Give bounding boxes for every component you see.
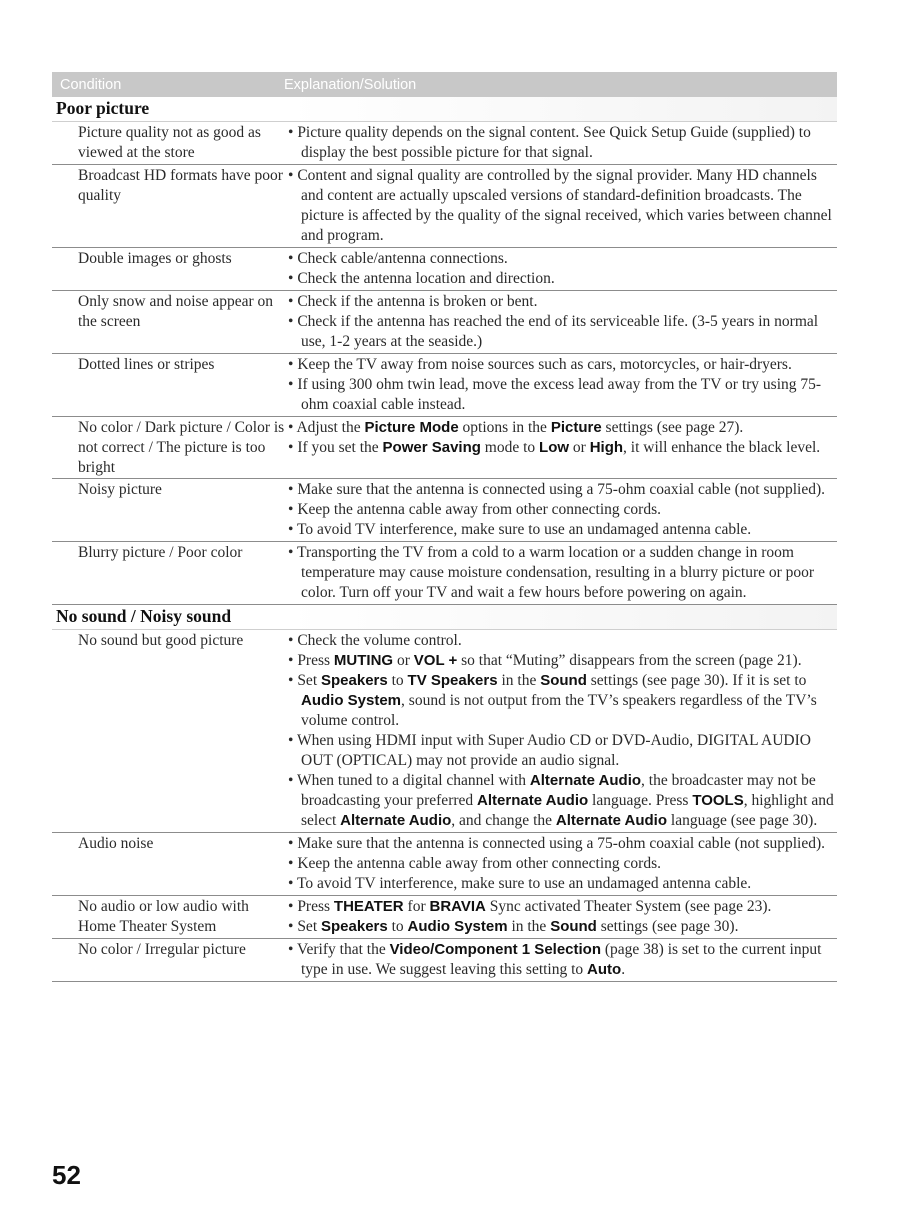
setting-name: Sound <box>540 672 587 689</box>
solution-text: To avoid TV interference, make sure to use an undamaged antenna cable. <box>297 875 752 892</box>
setting-name: Power Saving <box>382 439 481 456</box>
solution-bullet: • Transporting the TV from a cold to a warm location or a sudden change in room temperature may cause moisture condensation, resulting in a blurry picture or poor color. Turn off your TV and wait a few hours before powering on again. <box>288 544 815 601</box>
table-row <box>52 122 837 165</box>
table-row <box>52 542 837 605</box>
solution-text: options in the <box>458 419 551 436</box>
table-row <box>52 165 837 248</box>
table-row <box>52 291 837 354</box>
solution-cell <box>288 896 837 938</box>
setting-name: Audio System <box>301 692 402 709</box>
condition-cell: Dotted lines or stripes <box>78 356 215 373</box>
solution-text: Check if the antenna has reached the end of its serviceable life. (3-5 years in normal use, 1-2 years at the seaside.) <box>297 313 819 350</box>
setting-name: Alternate Audio <box>529 772 642 789</box>
solution-bullet: • Check if the antenna is broken or bent. <box>288 293 538 310</box>
setting-name: Alternate Audio <box>340 812 452 829</box>
setting-name: Alternate Audio <box>555 812 668 829</box>
solution-text: or <box>393 652 414 669</box>
table-row <box>52 479 837 542</box>
solution-text: or <box>569 439 590 456</box>
table-row <box>52 417 837 479</box>
solution-text: Keep the antenna cable away from other connecting cords. <box>297 501 661 518</box>
header-condition: Condition <box>60 76 122 93</box>
solution-cell <box>288 248 837 290</box>
solution-text: in the <box>497 672 541 689</box>
condition-cell: No color / Dark picture / Color is not correct / The picture is too bright <box>78 419 285 476</box>
setting-name: Auto <box>587 961 622 978</box>
setting-name: Low <box>539 439 570 456</box>
solution-text: Content and signal quality are controlled by the signal provider. Many HD channels and content are actually upscaled versions of standard-definition broadcasts. The picture is affected by the quality of the signal received, which varies between channel and program. <box>297 167 832 244</box>
setting-name: Sound <box>550 918 597 935</box>
solution-bullet: • Keep the antenna cable away from other connecting cords. <box>288 501 661 518</box>
solution-text: When tuned to a digital channel with <box>297 772 530 789</box>
solution-text: Set <box>297 672 321 689</box>
solution-text: Verify that the <box>297 941 390 958</box>
solution-bullet: • Adjust the Picture Mode options in the Picture settings (see page 27). <box>288 419 744 436</box>
solution-bullet: • If you set the Power Saving mode to Low or High, it will enhance the black level. <box>288 439 821 456</box>
solution-text: , and change the <box>451 812 556 829</box>
solution-text: Check the volume control. <box>297 632 462 649</box>
solution-text: If using 300 ohm twin lead, move the excess lead away from the TV or try using 75-ohm coaxial cable instead. <box>297 376 822 413</box>
solution-text: Transporting the TV from a cold to a warm location or a sudden change in room temperature may cause moisture condensation, resulting in a blurry picture or poor color. Turn off your TV and wait a few hours before powering on again. <box>297 544 815 601</box>
solution-bullet: • Set Speakers to TV Speakers in the Sound settings (see page 30). If it is set to Audio System, sound is not output from the TV’s speakers regardless of the TV’s volume control. <box>288 672 817 729</box>
solution-bullet: • Verify that the Video/Component 1 Selection (page 38) is set to the current input type in use. We suggest leaving this setting to Auto. <box>288 941 822 978</box>
setting-name: High <box>589 439 624 456</box>
table-row <box>52 939 837 982</box>
solution-cell <box>288 939 837 981</box>
solution-text: Check if the antenna is broken or bent. <box>297 293 538 310</box>
solution-bullet: • When using HDMI input with Super Audio CD or DVD-Audio, DIGITAL AUDIO OUT (OPTICAL) may not provide an audio signal. <box>288 732 811 769</box>
solution-bullet: • Press THEATER for BRAVIA Sync activated Theater System (see page 23). <box>288 898 772 915</box>
solution-bullet: • Check if the antenna has reached the end of its serviceable life. (3-5 years in normal use, 1-2 years at the seaside.) <box>288 313 819 350</box>
setting-name: Speakers <box>321 672 388 689</box>
solution-text: Check the antenna location and direction. <box>297 270 555 287</box>
solution-text: language. Press <box>588 792 693 809</box>
solution-bullet: • Set Speakers to Audio System in the Sound settings (see page 30). <box>288 918 739 935</box>
table-row <box>52 896 837 939</box>
setting-name: Alternate Audio <box>477 792 589 809</box>
solution-bullet: • Make sure that the antenna is connected using a 75-ohm coaxial cable (not supplied). <box>288 835 826 852</box>
condition-cell: Noisy picture <box>78 481 162 498</box>
solution-text: If you set the <box>297 439 383 456</box>
solution-cell <box>288 291 837 353</box>
solution-text: (page 38) is set to the current input type in use. We suggest leaving this setting to <box>301 941 822 978</box>
solution-text: Check cable/antenna connections. <box>297 250 508 267</box>
solution-text: Press <box>297 898 334 915</box>
table-header <box>52 72 837 97</box>
solution-bullet: • Content and signal quality are controlled by the signal provider. Many HD channels and content are actually upscaled versions of standard-definition broadcasts. The picture is affected by the quality of the signal received, which varies between channel and program. <box>288 167 832 244</box>
solution-bullet: • When tuned to a digital channel with Alternate Audio, the broadcaster may not be broadcasting your preferred Alternate Audio language. Press TOOLS, highlight and select Alternate Audio, and change the Alternate Audio language (see page 30). <box>288 772 834 829</box>
setting-name: Video/Component 1 Selection <box>389 941 601 958</box>
solution-bullet: • Keep the TV away from noise sources such as cars, motorcycles, or hair-dryers. <box>288 356 792 373</box>
solution-cell <box>288 542 837 604</box>
solution-cell <box>288 354 837 416</box>
solution-bullet: • To avoid TV interference, make sure to use an undamaged antenna cable. <box>288 521 752 538</box>
solution-text: language (see page 30). <box>667 812 818 829</box>
solution-text: , the broadcaster may not be broadcasting your preferred <box>301 772 816 809</box>
setting-name: THEATER <box>333 898 404 915</box>
solution-text: , it will enhance the black level. <box>623 439 821 456</box>
page-number: 52 <box>52 1160 81 1190</box>
table-row <box>52 354 837 417</box>
solution-text: , sound is not output from the TV’s speakers regardless of the TV’s volume control. <box>301 692 817 729</box>
setting-name: MUTING <box>333 652 394 669</box>
solution-cell <box>288 833 837 895</box>
setting-name: VOL + <box>413 652 458 669</box>
setting-name: Picture Mode <box>364 419 459 436</box>
setting-name: TOOLS <box>692 792 744 809</box>
table-row <box>52 833 837 896</box>
table-row <box>52 630 837 833</box>
sections-container <box>52 97 837 982</box>
setting-name: Audio System <box>407 918 508 935</box>
setting-name: TV Speakers <box>407 672 498 689</box>
solution-text: Press <box>297 652 334 669</box>
solution-bullet: • Picture quality depends on the signal content. See Quick Setup Guide (supplied) to display the best possible picture for that signal. <box>288 124 811 161</box>
solution-text: Make sure that the antenna is connected using a 75-ohm coaxial cable (not supplied). <box>297 835 826 852</box>
solution-text: mode to <box>480 439 540 456</box>
solution-text: for <box>403 898 430 915</box>
solution-bullet: • Check the antenna location and direction. <box>288 270 555 287</box>
solution-text: Sync activated Theater System (see page 23). <box>485 898 772 915</box>
solution-text: When using HDMI input with Super Audio CD or DVD-Audio, DIGITAL AUDIO OUT (OPTICAL) may not provide an audio signal. <box>297 732 811 769</box>
setting-name: Picture <box>550 419 602 436</box>
solution-cell <box>288 479 837 541</box>
solution-text: Keep the antenna cable away from other connecting cords. <box>297 855 661 872</box>
solution-text: to <box>387 672 408 689</box>
condition-cell: Blurry picture / Poor color <box>78 544 243 561</box>
solution-text: settings (see page 30). If it is set to <box>586 672 807 689</box>
solution-bullet: • Make sure that the antenna is connected using a 75-ohm coaxial cable (not supplied). <box>288 481 826 498</box>
condition-cell: Double images or ghosts <box>78 250 232 267</box>
solution-bullet: • Check the volume control. <box>288 632 462 649</box>
solution-text: Picture quality depends on the signal content. See Quick Setup Guide (supplied) to display the best possible picture for that signal. <box>297 124 811 161</box>
solution-text: Make sure that the antenna is connected using a 75-ohm coaxial cable (not supplied). <box>297 481 826 498</box>
condition-cell: Audio noise <box>78 835 154 852</box>
solution-text: settings (see page 27). <box>601 419 744 436</box>
condition-cell: Broadcast HD formats have poor quality <box>78 167 283 204</box>
header-explanation: Explanation/Solution <box>284 76 417 93</box>
solution-text: to <box>387 918 408 935</box>
troubleshooting-table <box>52 72 837 982</box>
solution-cell <box>288 122 837 164</box>
solution-cell <box>288 165 837 247</box>
solution-bullet: • Press MUTING or VOL + so that “Muting” disappears from the screen (page 21). <box>288 652 802 669</box>
condition-cell: Only snow and noise appear on the screen <box>78 293 273 330</box>
solution-text: so that “Muting” disappears from the screen (page 21). <box>457 652 802 669</box>
solution-cell <box>288 417 837 478</box>
solution-bullet: • Check cable/antenna connections. <box>288 250 508 267</box>
solution-bullet: • To avoid TV interference, make sure to use an undamaged antenna cable. <box>288 875 752 892</box>
solution-bullet: • Keep the antenna cable away from other connecting cords. <box>288 855 661 872</box>
solution-cell <box>288 630 837 832</box>
solution-text: in the <box>507 918 551 935</box>
table-row <box>52 248 837 291</box>
section-heading: No sound / Noisy sound <box>52 605 837 630</box>
solution-text: , highlight and select <box>301 792 834 829</box>
setting-name: Speakers <box>321 918 388 935</box>
solution-text: settings (see page 30). <box>596 918 739 935</box>
solution-text: Keep the TV away from noise sources such as cars, motorcycles, or hair-dryers. <box>297 356 792 373</box>
condition-cell: No color / Irregular picture <box>78 941 246 958</box>
solution-text: Adjust the <box>296 419 365 436</box>
solution-text: Set <box>297 918 321 935</box>
condition-cell: No sound but good picture <box>78 632 244 649</box>
section-heading: Poor picture <box>52 97 837 122</box>
condition-cell: Picture quality not as good as viewed at the store <box>78 124 261 161</box>
solution-text: . <box>621 961 626 978</box>
solution-text: To avoid TV interference, make sure to use an undamaged antenna cable. <box>297 521 752 538</box>
condition-cell: No audio or low audio with Home Theater System <box>78 898 249 935</box>
solution-bullet: • If using 300 ohm twin lead, move the excess lead away from the TV or try using 75-ohm coaxial cable instead. <box>288 376 822 413</box>
setting-name: BRAVIA <box>429 898 486 915</box>
